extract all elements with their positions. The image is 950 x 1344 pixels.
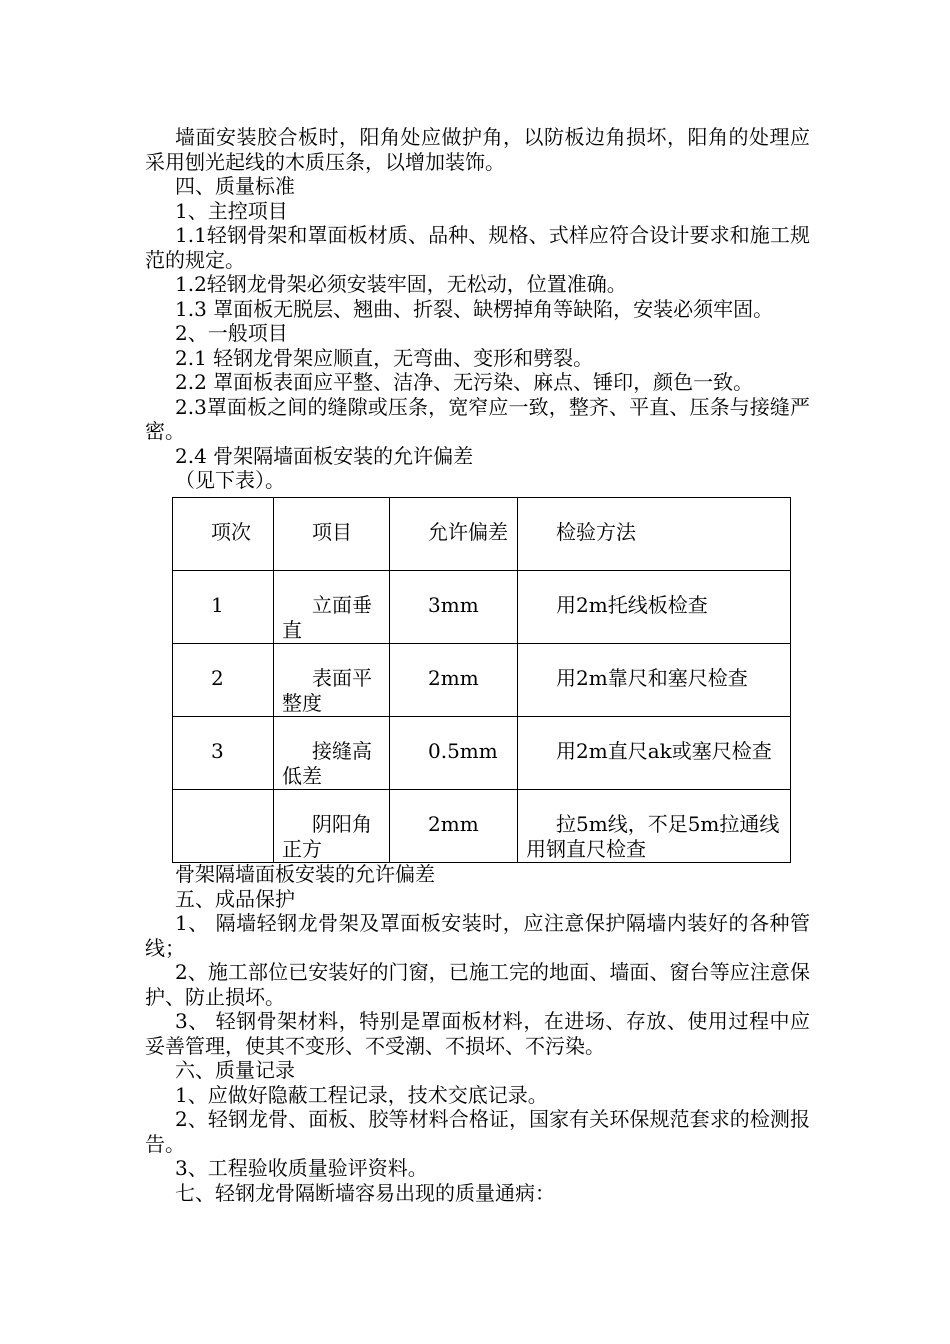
paragraph: 1.1轻钢骨架和罩面板材质、品种、规格、式样应符合设计要求和施工规范的规定。 xyxy=(145,223,810,272)
table-cell: 用2m托线板检查 xyxy=(518,571,791,644)
table-cell: 用2m直尺ak或塞尺检查 xyxy=(518,717,791,790)
paragraph: 2.3罩面板之间的缝隙或压条，宽窄应一致，整齐、平直、压条与接缝严密。 xyxy=(145,394,810,443)
table-cell: 接缝高低差 xyxy=(274,717,390,790)
table-cell: 表面平整度 xyxy=(274,644,390,717)
table-row xyxy=(173,790,791,863)
paragraph: 1.2轻钢龙骨架必须安装牢固，无松动，位置准确。 xyxy=(175,272,627,296)
table-header-cell: 项次 xyxy=(173,498,274,571)
table-cell: 2 xyxy=(173,644,274,717)
paragraph: 2.2 罩面板表面应平整、洁净、无污染、麻点、锤印，颜色一致。 xyxy=(175,370,754,394)
table-cell: 阴阳角正方 xyxy=(274,790,390,863)
table-cell: 立面垂直 xyxy=(274,571,390,644)
tolerance-table xyxy=(172,497,791,863)
table-row xyxy=(173,571,791,644)
table-header-cell: 允许偏差 xyxy=(390,498,518,571)
paragraph: 3、 轻钢骨架材料，特别是罩面板材料，在进场、存放、使用过程中应妥善管理，使其不变形、不受潮、不损坏、不污染。 xyxy=(145,1009,810,1058)
table-cell: 0.5mm xyxy=(390,717,518,790)
table-cell: 用2m靠尺和塞尺检查 xyxy=(518,644,791,717)
section-heading: 四、质量标准 xyxy=(175,174,295,198)
section-heading: 五、成品保护 xyxy=(175,886,295,911)
table-cell: 1 xyxy=(173,571,274,644)
section-heading: 六、质量记录 xyxy=(175,1058,295,1082)
paragraph: 1.3 罩面板无脱层、翘曲、折裂、缺楞掉角等缺陷，安装必须牢固。 xyxy=(175,296,774,321)
paragraph: 2.4 骨架隔墙面板安装的允许偏差 xyxy=(175,443,474,468)
section-heading: 七、轻钢龙骨隔断墙容易出现的质量通病： xyxy=(175,1180,555,1205)
table-cell: 拉5m线，不足5m拉通线用钢直尺检查 xyxy=(518,790,791,863)
table-header-row xyxy=(173,498,791,571)
top-text-section xyxy=(145,125,810,493)
table-header-cell: 项目 xyxy=(274,498,390,571)
paragraph: （见下表）。 xyxy=(175,468,285,492)
table-cell xyxy=(173,790,274,863)
table-cell: 2mm xyxy=(390,790,518,863)
bottom-text-section xyxy=(145,862,810,1205)
subsection-heading: 2、一般项目 xyxy=(175,321,288,345)
subsection-heading: 1、主控项目 xyxy=(175,198,288,223)
table-caption: 骨架隔墙面板安装的允许偏差 xyxy=(175,862,435,886)
paragraph: 1、 隔墙轻钢龙骨架及罩面板安装时，应注意保护隔墙内装好的各种管线； xyxy=(145,911,810,960)
table-cell: 3 xyxy=(173,717,274,790)
table-cell: 2mm xyxy=(390,644,518,717)
table-row xyxy=(173,644,791,717)
paragraph: 3、工程验收质量验评资料。 xyxy=(175,1156,428,1180)
paragraph: 墙面安装胶合板时，阳角处应做护角，以防板边角损坏，阳角的处理应采用刨光起线的木质压条，以增加装饰。 xyxy=(145,125,810,174)
paragraph: 2.1 轻钢龙骨架应顺直，无弯曲、变形和劈裂。 xyxy=(175,345,594,370)
table-header-cell: 检验方法 xyxy=(518,498,791,571)
table-cell: 3mm xyxy=(390,571,518,644)
paragraph: 1、应做好隐蔽工程记录，技术交底记录。 xyxy=(175,1082,548,1107)
table-row xyxy=(173,717,791,790)
paragraph: 2、轻钢龙骨、面板、胶等材料合格证，国家有关环保规范套求的检测报告。 xyxy=(145,1107,810,1156)
paragraph: 2、施工部位已安装好的门窗，已施工完的地面、墙面、窗台等应注意保护、防止损坏。 xyxy=(145,960,810,1009)
